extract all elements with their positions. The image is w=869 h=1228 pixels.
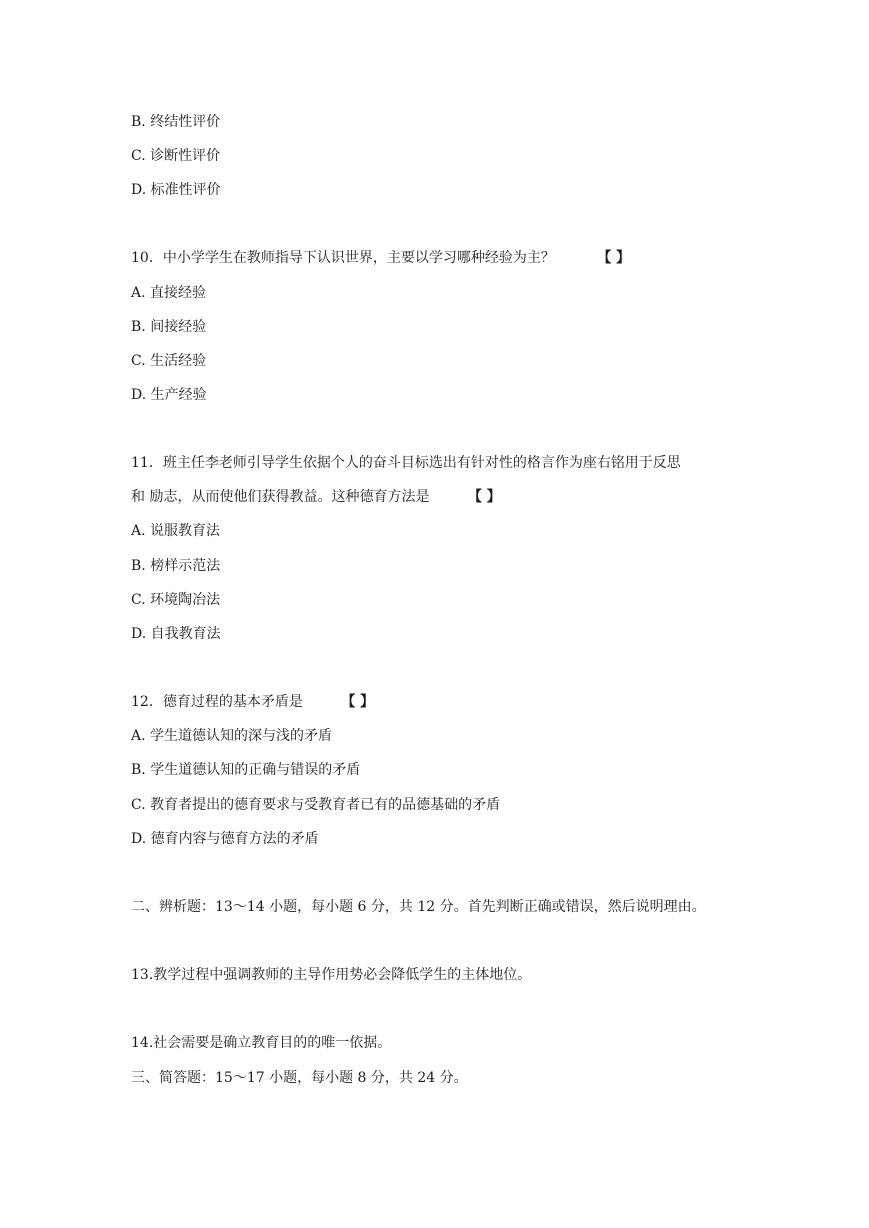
q11-stem-line2-row (131, 487, 501, 507)
section2-heading: 二、辨析题：13～14 小题，每小题 6 分，共 12 分。首先判断正确或错误，然后说明理由。 (131, 899, 706, 915)
q10-option-a: A. 直接经验 (131, 285, 207, 301)
q14-stem: 14.社会需要是确立教育目的的唯一依据。 (131, 1035, 392, 1051)
q12-option-b: B. 学生道德认知的正确与错误的矛盾 (131, 762, 361, 778)
q12-option-c: C. 教育者提出的德育要求与受教育者已有的品德基础的矛盾 (131, 797, 501, 813)
q12-option-d: D. 德育内容与德育方法的矛盾 (131, 831, 319, 847)
section3-heading: 三、简答题：15～17 小题，每小题 8 分，共 24 分。 (131, 1070, 468, 1086)
q10-answer-bracket: 【 】 (597, 250, 631, 266)
q13-stem: 13.教学过程中强调教师的主导作用势必会降低学生的主体地位。 (131, 967, 532, 983)
q10-option-b: B. 间接经验 (131, 319, 207, 335)
q9-option-d: D. 标准性评价 (131, 182, 221, 198)
q11-option-c: C. 环境陶冶法 (131, 592, 221, 608)
q11-option-d: D. 自我教育法 (131, 626, 221, 642)
q10-stem-line (131, 248, 630, 268)
q10-option-c: C. 生活经验 (131, 353, 207, 369)
q10-stem: 10．中小学学生在教师指导下认识世界，主要以学习哪种经验为主？ (131, 250, 555, 266)
q12-stem: 12．德育过程的基本矛盾是 (131, 694, 303, 710)
q11-option-b: B. 榜样示范法 (131, 558, 221, 574)
q11-stem-line2: 和 励志，从而使他们获得教益。这种德育方法是 (131, 489, 430, 505)
q10-option-d: D. 生产经验 (131, 387, 207, 403)
q11-answer-bracket: 【 】 (467, 489, 501, 505)
q9-option-b: B. 终结性评价 (131, 114, 221, 130)
q11-stem-line1: 11．班主任李老师引导学生依据个人的奋斗目标选出有针对性的格言作为座右铭用于反思 (131, 455, 681, 471)
q9-option-c: C. 诊断性评价 (131, 148, 221, 164)
q12-answer-bracket: 【 】 (341, 694, 375, 710)
q11-option-a: A. 说服教育法 (131, 523, 221, 539)
q12-option-a: A. 学生道德认知的深与浅的矛盾 (131, 728, 333, 744)
q12-stem-line (131, 692, 374, 712)
